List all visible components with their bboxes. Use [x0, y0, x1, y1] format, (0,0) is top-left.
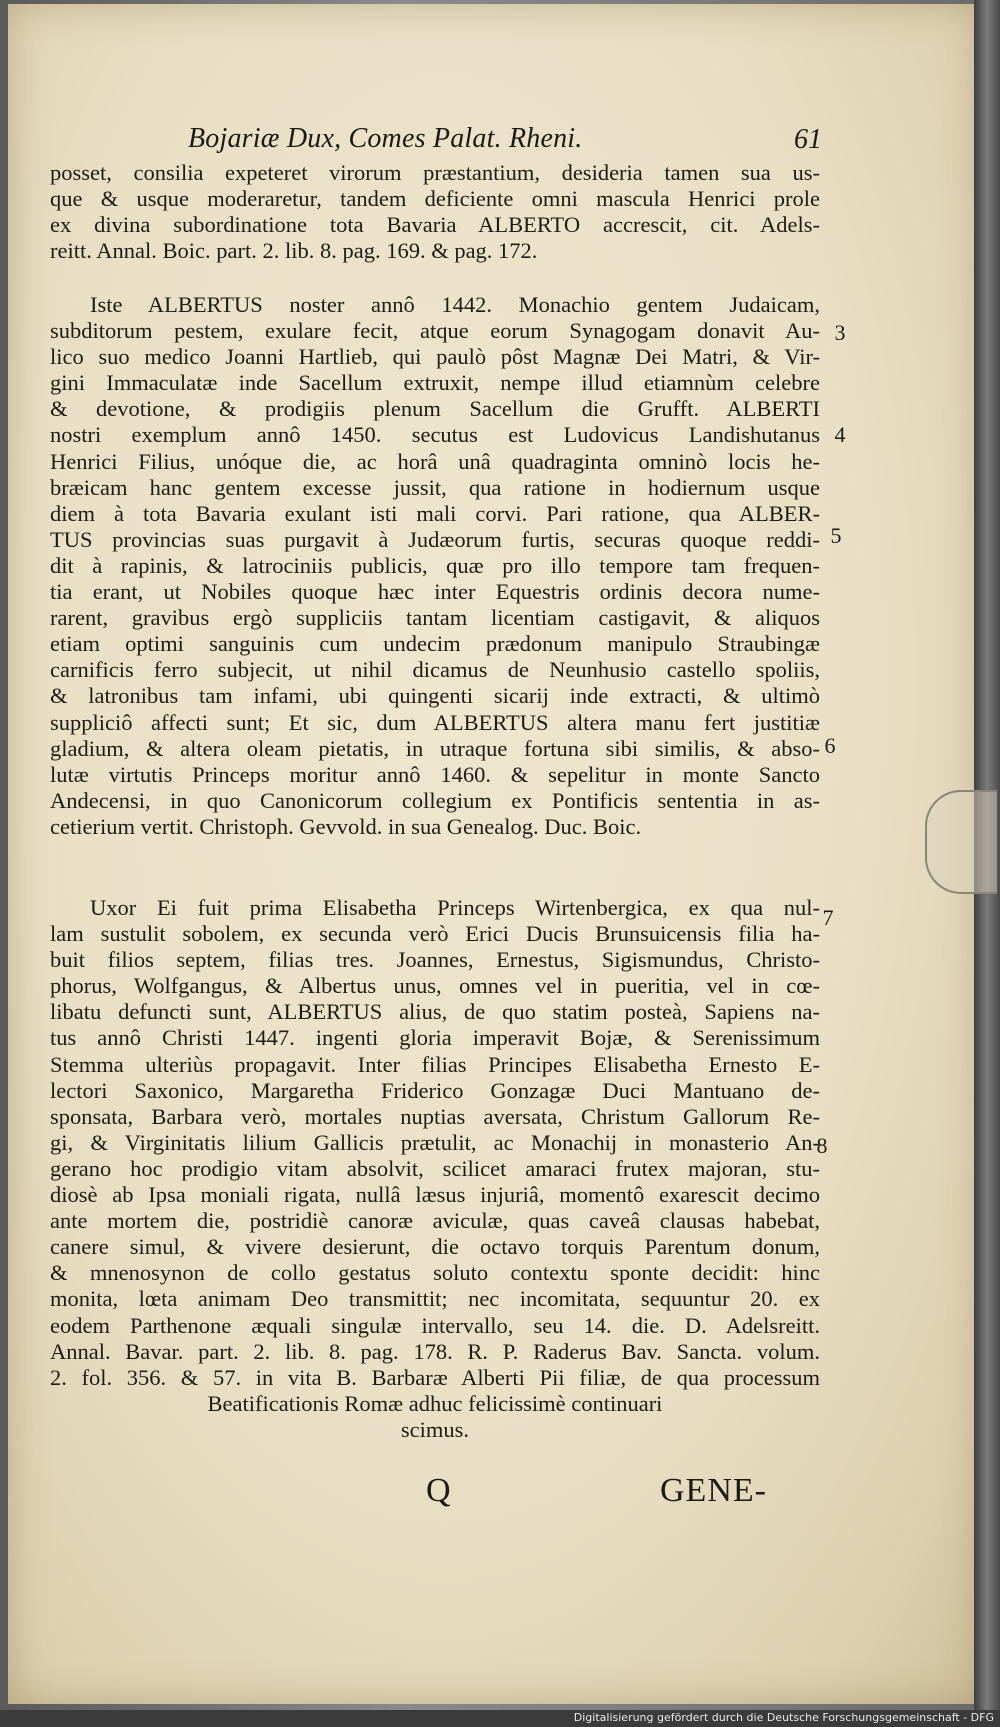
text-line: etiam optimi sanguinis cum undecim prædonum manipulo Straubingæ — [50, 631, 820, 657]
text-line: dit à rapinis, & latrociniis publicis, quæ pro illo tempore tam frequen- — [50, 552, 820, 578]
text-line: & devotione, & prodigiis plenum Sacellum die Grufft. ALBERTI — [50, 396, 820, 422]
margin-number: 7 — [822, 905, 834, 930]
text-line: posset, consilia expeteret virorum præstantium, desideria tamen sua us- — [50, 160, 820, 185]
text-line: Uxor Ei fuit prima Elisabetha Princeps Wirtenbergica, ex qua nul- — [90, 895, 820, 920]
text-line: gi, & Virginitatis lilium Gallicis prætulit, ac Monachij in monasterio An- — [50, 1129, 820, 1155]
text-line: phorus, Wolfgangus, & Albertus unus, omnes vel in pueritia, vel in cœ- — [50, 973, 820, 999]
text-line: carnificis ferro subjecit, ut nihil dicamus de Neunhusio castello spoliis, — [50, 657, 820, 683]
paper-clip-mark — [925, 790, 997, 894]
text-line: lectori Saxonico, Margaretha Friderico Gonzagæ Duci Mantuano de- — [50, 1077, 820, 1103]
text-line: canere simul, & vivere desierunt, die octavo torquis Parentum donum, — [50, 1234, 820, 1260]
catchword: GENE- — [660, 1472, 767, 1509]
text-line: cetierium vertit. Christoph. Gevvold. in sua Genealog. Duc. Boic. — [50, 813, 642, 839]
text-line: sponsata, Barbara verò, mortales nuptias aversata, Christum Gallorum Re- — [50, 1103, 820, 1129]
text-line: suppliciô affecti sunt; Et sic, dum ALBERTUS altera manu fert justitiæ — [50, 709, 820, 735]
text-line: lico suo medico Joanni Hartlieb, qui paulò pôst Magnæ Dei Matri, & Vir- — [50, 344, 820, 370]
text-line: nostri exemplum annô 1450. secutus est Ludovicus Landishutanus — [50, 422, 820, 448]
text-line: 2. fol. 356. & 57. in vita B. Barbaræ Alberti Pii filiæ, de qua processum — [50, 1364, 820, 1390]
paragraph-2 — [50, 292, 820, 840]
margin-number: 6 — [824, 733, 836, 758]
text-line: eodem Parthenone æquali singulæ intervallo, seu 14. die. D. Adelsreitt. — [50, 1312, 820, 1338]
text-line: TUS provincias suas purgavit à Judæorum furtis, securas quoque reddi- — [50, 526, 820, 552]
text-line: subditorum pestem, exulare fecit, atque eorum Synagogam donavit Au- — [50, 318, 820, 344]
text-line: diosè ab Ipsa moniali rigata, nullâ læsus injuriâ, momentô exarescit decimo — [50, 1182, 820, 1208]
text-line: & mnenosynon de collo gestatus soluto contextu sponte decidit: hinc — [50, 1260, 820, 1286]
margin-number: 5 — [830, 523, 842, 548]
signature-mark: Q — [426, 1472, 451, 1509]
digitization-credit: Digitalisierung gefördert durch die Deutsche Forschungsgemeinschaft - DFG — [573, 1711, 994, 1724]
margin-number: 3 — [834, 320, 846, 345]
text-line: buit filios septem, filias tres. Joannes, Ernestus, Sigismundus, Christo- — [50, 947, 820, 973]
text-line: reitt. Annal. Boic. part. 2. lib. 8. pag. 169. & pag. 172. — [50, 238, 538, 264]
text-line: bræicam hanc gentem excesse jussit, qua ratione in hodiernum usque — [50, 474, 820, 500]
margin-number: 8 — [816, 1133, 828, 1158]
running-title: Bojariæ Dux, Comes Palat. Rheni. — [188, 123, 583, 154]
text-line: ex divina subordinatione tota Bavaria ALBERTO accrescit, cit. Adels- — [50, 212, 820, 238]
text-line: que & usque moderaretur, tandem deficiente omni mascula Henrici prole — [50, 186, 820, 212]
page-number: 61 — [794, 124, 822, 155]
text-line: gerano hoc prodigio vitam absolvit, scilicet amaraci frutex majoran, stu- — [50, 1155, 820, 1181]
text-line: monita, lœta animam Deo transmittit; nec incomitata, sequuntur 20. ex — [50, 1286, 820, 1312]
text-line: libatu defuncti sunt, ALBERTUS alius, de quo statim posteà, Sapiens na- — [50, 999, 820, 1025]
text-line: Andecensi, in quo Canonicorum collegium ex Pontificis sententia in as- — [50, 787, 820, 813]
margin-number: 4 — [834, 422, 846, 447]
text-line: Henrici Filius, unóque die, ac horâ unâ quadraginta omninò locis he- — [50, 448, 820, 474]
paragraph-3 — [50, 895, 820, 1443]
text-line: Stemma ulteriùs propagavit. Inter filias Principes Elisabetha Ernesto E- — [50, 1051, 820, 1077]
text-line: & latronibus tam infami, ubi quingenti sicarij inde extracti, & ultimò — [50, 683, 820, 709]
text-line: lutæ virtutis Princeps moritur annô 1460. & sepelitur in monte Sancto — [50, 761, 820, 787]
text-line: diem à tota Bavaria exulant isti mali corvi. Pari ratione, qua ALBER- — [50, 500, 820, 526]
text-line: lam sustulit sobolem, ex secunda verò Erici Ducis Brunsuicensis filia ha- — [50, 921, 820, 947]
text-line: gini Immaculatæ inde Sacellum extruxit, nempe illud etiamnùm celebre — [50, 370, 820, 396]
paragraph-1 — [50, 160, 820, 264]
text-line: rarent, gravibus ergò suppliciis tantam licentiam castigavit, & aliquos — [50, 605, 820, 631]
text-line: gladium, & altera oleam pietatis, in utraque fortuna sibi similis, & abso- — [50, 735, 820, 761]
text-line: ante mortem die, postridiè canoræ aviculæ, quas caveâ clausas habebat, — [50, 1208, 820, 1234]
text-line: Annal. Bavar. part. 2. lib. 8. pag. 178. R. P. Raderus Bav. Sancta. volum. — [50, 1338, 820, 1364]
text-line: tia erant, ut Nobiles quoque hæc inter Equestris ordinis decora nume- — [50, 579, 820, 605]
text-line: Iste ALBERTUS noster annô 1442. Monachio gentem Judaicam, — [90, 292, 820, 317]
text-line: Beatificationis Romæ adhuc felicissimè continuari — [207, 1390, 663, 1416]
text-line: scimus. — [400, 1416, 470, 1442]
text-line: tus annô Christi 1447. ingenti gloria imperavit Bojæ, & Serenissimum — [50, 1025, 820, 1051]
